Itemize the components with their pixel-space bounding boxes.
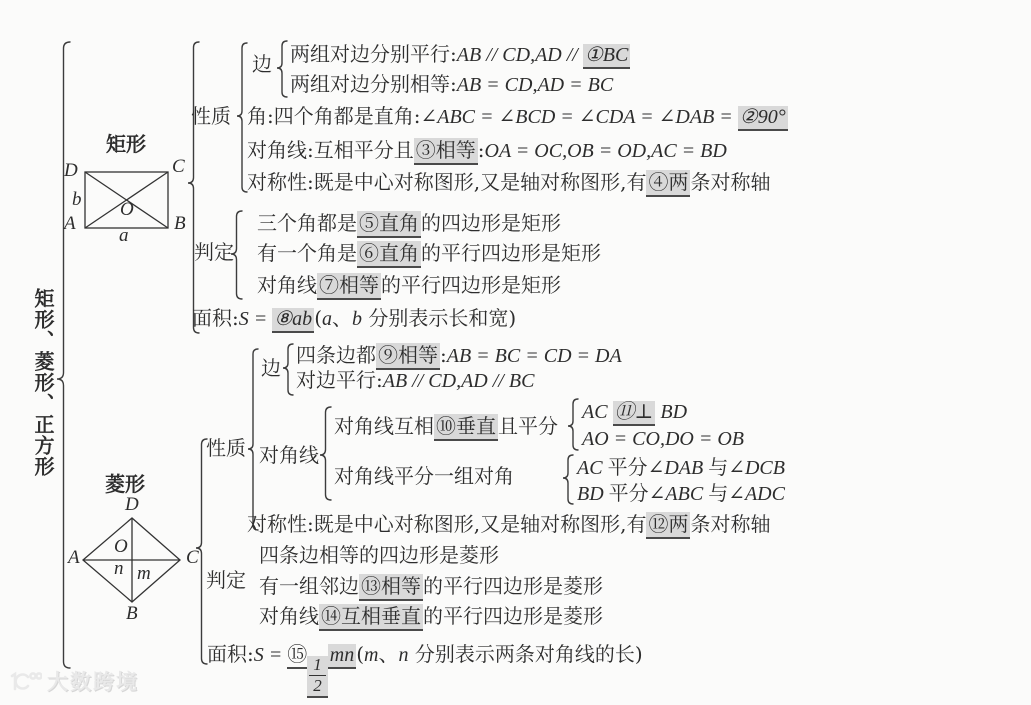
dashukuajing-logo-icon <box>8 669 42 693</box>
rect-line-sides-parallel: 两组对边分别平行:AB // CD,AD // ①BC <box>290 42 630 67</box>
rect-vertex-a: A <box>64 213 76 234</box>
rhombus-line-symmetry: 对称性:既是中心对称图形,又是轴对称图形,有 ⑫两 条对称轴 <box>247 512 770 536</box>
rhombus-properties-label: 性质 <box>206 436 246 460</box>
rhombus-diagonals-label: 对角线 <box>259 443 319 467</box>
rhombus-center-o-label: O <box>114 536 128 557</box>
rect-side-b-label: b <box>72 189 82 210</box>
rect-line-angles: 角:四个角都是直角:∠ABC = ∠BCD = ∠CDA = ∠DAB = ②90° <box>247 104 788 129</box>
rect-judgment-label: 判定 <box>194 240 234 264</box>
rhombus-vertex-c: C <box>186 547 199 568</box>
brace-rect-group <box>188 42 199 333</box>
rhombus-judgment-label: 判定 <box>206 568 246 592</box>
rhombus-figure <box>83 518 180 602</box>
watermark-text: 大数跨境 <box>47 671 139 694</box>
rect-judge-line-1: 三个角都是 ⑤直角 的四边形是矩形 <box>257 211 561 235</box>
rect-vertex-d: D <box>64 160 78 181</box>
rhombus-area-line: 面积:S = ⑮ $\frac{1}{2}$ mn (m、n 分别表示两条对角线的长) <box>207 642 643 698</box>
rect-sides-label: 边 <box>252 52 272 76</box>
rhombus-line-sides-parallel: 对边平行:AB // CD,AD // BC <box>296 368 535 392</box>
brace-rh-bian <box>283 344 293 395</box>
rect-line-diagonals: 对角线:互相平分且 ③相等 :OA = OC,OB = OD,AC = BD <box>247 138 727 163</box>
rect-center-o-label: O <box>120 199 134 220</box>
brace-rh-diag1 <box>568 399 578 450</box>
rhombus-line-sides-equal: 四条边都 ⑨相等 :AB = BC = CD = DA <box>296 343 622 368</box>
rect-judge-line-3: 对角线 ⑦相等 的平行四边形是矩形 <box>257 273 561 297</box>
rhombus-judge-line-1: 四条边相等的四边形是菱形 <box>259 543 499 567</box>
rhombus-vertex-a: A <box>68 547 80 568</box>
brace-rh-diag2 <box>563 455 573 504</box>
rect-vertex-b: B <box>174 213 186 234</box>
rhombus-diagonal-m-label: m <box>137 563 151 584</box>
rhombus-judge-line-3: 对角线 ⑭互相垂直 的平行四边形是菱形 <box>259 604 603 628</box>
rhombus-diag-item-bd-bisect: BD 平分∠ABC 与∠ADC <box>577 481 785 505</box>
rect-side-a-label: a <box>119 225 129 246</box>
rhombus-sides-label: 边 <box>261 356 281 380</box>
rhombus-diag-item-ao-co: AO = CO,DO = OB <box>582 428 744 450</box>
rect-judge-line-2: 有一个角是 ⑥直角 的平行四边形是矩形 <box>257 241 601 265</box>
rect-area-line: 面积:S = ⑧ab (a、b 分别表示长和宽) <box>192 306 516 331</box>
brace-rect-bian <box>277 41 287 97</box>
root-title: 矩形、菱形、正方形 <box>31 288 55 477</box>
rect-vertex-c: C <box>172 156 185 177</box>
rect-line-sides-equal: 两组对边分别相等:AB = CD,AD = BC <box>290 72 614 96</box>
rect-properties-label: 性质 <box>191 104 231 128</box>
rhombus-diagonal-n-label: n <box>114 558 124 579</box>
watermark <box>8 666 139 696</box>
rhombus-diagram-title: 菱形 <box>105 472 145 496</box>
rect-line-symmetry: 对称性:既是中心对称图形,又是轴对称图形,有 ④两 条对称轴 <box>247 170 770 194</box>
rhombus-judge-line-2: 有一组邻边 ⑬相等 的平行四边形是菱形 <box>259 574 603 598</box>
rhombus-diag-bisect-label: 对角线平分一组对角 <box>334 464 514 488</box>
brace-rh-xingzhi <box>248 349 258 530</box>
rhombus-diag-item-ac-bisect: AC 平分∠DAB 与∠DCB <box>577 455 785 479</box>
rhombus-diag-item-ac-bd: AC ⑪⊥ BD <box>582 399 687 424</box>
rect-diagram-title: 矩形 <box>106 132 146 156</box>
rhombus-diag-perpendicular-label: 对角线互相 ⑩垂直 且平分 <box>334 414 558 438</box>
rhombus-vertex-b: B <box>126 603 138 624</box>
rhombus-vertex-d: D <box>125 494 139 515</box>
brace-rh-duijiaoxian <box>320 407 331 500</box>
brace-rect-xingzhi <box>237 43 247 192</box>
